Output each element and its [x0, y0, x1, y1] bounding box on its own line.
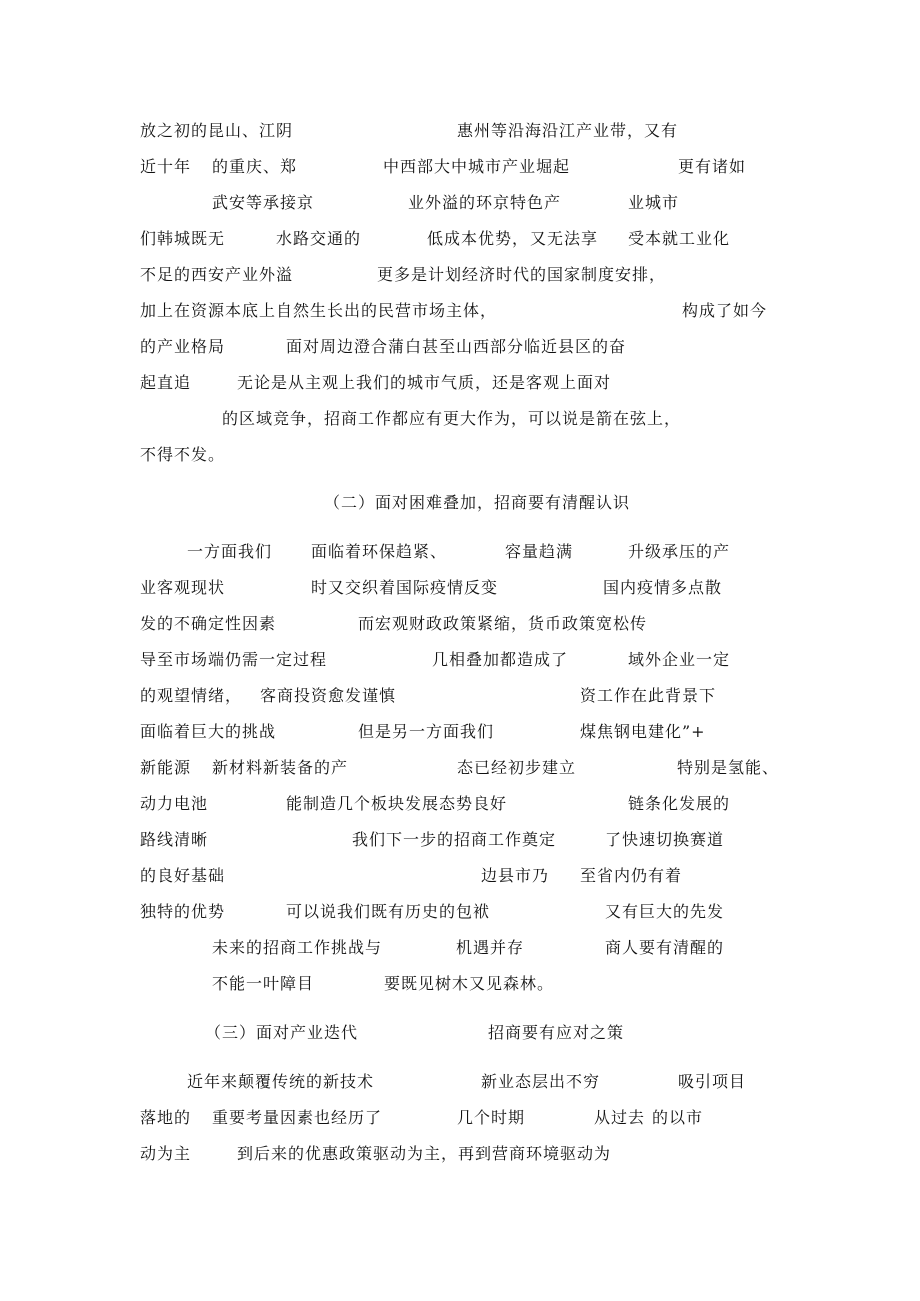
text-segment: 从过去 — [594, 1108, 646, 1127]
text-segment: 近年来颠覆传统的新技术 — [187, 1072, 375, 1091]
text-segment: 加上在资源本底上自然生长出的民营市场主体， — [140, 301, 498, 320]
text-segment: 不能一叶障目 — [212, 974, 315, 993]
text-segment: 中西部大中城市产业堀起 — [383, 157, 571, 176]
text-segment: 落地的 — [140, 1108, 192, 1127]
text-segment: 一方面我们 — [187, 542, 273, 561]
text-segment: 了快速切换赛道 — [605, 830, 725, 849]
text-segment: 不得不发。 — [140, 445, 226, 464]
text-segment: 特别是氢能、 — [677, 758, 780, 777]
text-segment: 容量趋满 — [505, 542, 574, 561]
text-segment: 新业态层出不穷 — [481, 1072, 601, 1091]
text-segment: 又有巨大的先发 — [605, 902, 725, 921]
text-segment: 武安等承接京 — [212, 193, 315, 212]
text-segment: 但是另一方面我们 — [358, 722, 495, 741]
text-segment: 要既见树木又见森林。 — [384, 974, 555, 993]
text-segment: 不足的西安产业外溢 — [140, 265, 294, 284]
text-segment: 放之初的昆山、江阴 — [140, 121, 294, 140]
text-segment: 国内疫情多点散 — [603, 578, 723, 597]
text-segment: 水路交通的 — [276, 229, 362, 248]
text-segment: 煤焦钢电建化”+ — [580, 722, 706, 741]
text-segment: 客商投资愈发谨慎 — [260, 686, 397, 705]
text-segment: 域外企业一定 — [628, 650, 731, 669]
text-segment: 新材料新装备的产 — [212, 758, 349, 777]
text-segment: 的产业格局 — [140, 337, 226, 356]
text-segment: 业外溢的环京特色产 — [408, 193, 562, 212]
text-segment: 几个时期 — [457, 1108, 526, 1127]
text-segment: 到后来的优惠政策驱动为主，再到营商环境驱动为 — [237, 1144, 612, 1163]
text-segment: 独特的优势 — [140, 902, 226, 921]
text-segment: 的以市 — [652, 1108, 704, 1127]
text-segment: 可以说我们既有历史的包袱 — [286, 902, 491, 921]
text-segment: 动为主 — [140, 1144, 192, 1163]
text-segment: 升级承压的产 — [628, 542, 731, 561]
text-segment: 至省内仍有着 — [580, 866, 683, 885]
text-segment: 面临着环保趋紧、 — [311, 542, 448, 561]
text-segment: 时又交织着国际疫情反变 — [311, 578, 499, 597]
text-segment: 近十年 — [140, 157, 192, 176]
text-segment: 的区域竞争，招商工作都应有更大作为，可以说是箭在弦上， — [222, 409, 682, 428]
text-segment: 我们下一步的招商工作奠定 — [352, 830, 557, 849]
text-segment: 路线清晰 — [140, 830, 209, 849]
text-segment: 构成了如今 — [682, 301, 768, 320]
text-segment: 又无法享 — [530, 229, 599, 248]
text-segment: （二）面对困难叠加，招商要有清醒认识 — [324, 493, 631, 512]
text-segment: （三）面对产业迭代 — [205, 1023, 359, 1042]
text-segment: 业城市 — [628, 193, 680, 212]
text-segment: 更多是计划经济时代的国家制度安排， — [377, 265, 667, 284]
text-segment: 发的不确定性因素 — [140, 614, 277, 633]
text-segment: 惠州等沿海沿江产业带，又有 — [457, 121, 679, 140]
text-segment: 的重庆、郑 — [212, 157, 298, 176]
text-segment: 边县市乃 — [481, 866, 550, 885]
text-segment: 的良好基础 — [140, 866, 226, 885]
text-segment: 起直追 — [140, 373, 192, 392]
text-segment: 们韩城既无 — [140, 229, 226, 248]
text-segment: 而宏观财政政策紧缩，货币政策宽松传 — [358, 614, 648, 633]
text-segment: 态已经初步建立 — [457, 758, 577, 777]
text-segment: 能制造几个板块发展态势良好 — [286, 794, 508, 813]
text-segment: 低成本优势， — [427, 229, 530, 248]
text-segment: 新能源 — [140, 758, 192, 777]
text-segment: 受本就工业化 — [628, 229, 731, 248]
text-segment: 资工作在此背景下 — [580, 686, 717, 705]
text-segment: 吸引项目 — [678, 1072, 747, 1091]
text-segment: 商人要有清醒的 — [605, 938, 725, 957]
text-segment: 业客观现状 — [140, 578, 226, 597]
text-segment: 无论是从主观上我们的城市气质，还是客观上面对 — [237, 373, 612, 392]
text-segment: 面对周边澄合蒲白甚至山西部分临近县区的奋 — [286, 337, 627, 356]
text-segment: 未来的招商工作挑战与 — [212, 938, 383, 957]
text-segment: 重要考量因素也经历了 — [212, 1108, 383, 1127]
text-segment: 链条化发展的 — [628, 794, 731, 813]
text-segment: 机遇并存 — [456, 938, 525, 957]
text-segment: 导至市场端仍需一定过程 — [140, 650, 328, 669]
text-segment: 的观望情绪， — [140, 686, 243, 705]
text-segment: 招商要有应对之策 — [488, 1023, 625, 1042]
text-segment: 面临着巨大的挑战 — [140, 722, 277, 741]
text-segment: 更有诸如 — [678, 157, 747, 176]
text-segment: 几相叠加都造成了 — [432, 650, 569, 669]
text-segment: 动力电池 — [140, 794, 209, 813]
